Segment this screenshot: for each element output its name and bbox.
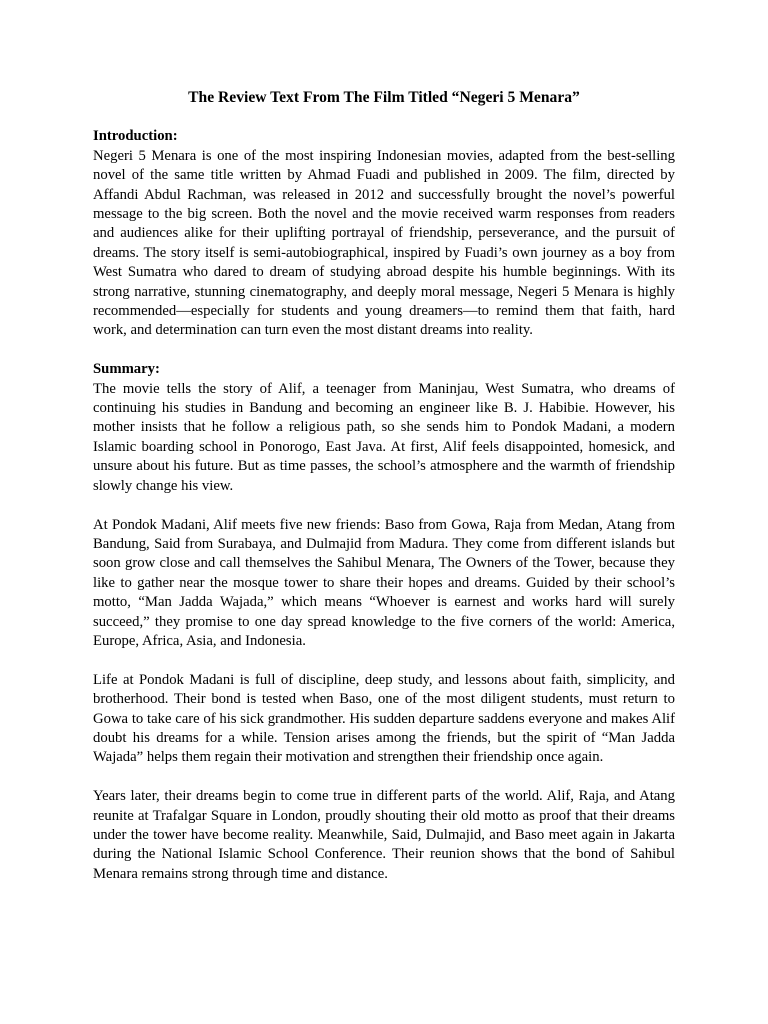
paragraph-spacer bbox=[93, 651, 675, 670]
section-spacer bbox=[93, 341, 675, 360]
paragraph-spacer bbox=[93, 496, 675, 515]
summary-paragraph-4: Years later, their dreams begin to come true in different parts of the world. Alif, Raja, and Atang reunite at Trafalgar Square in London, proudly shouting their old motto as proof that their dreams under the tower have become reality. Meanwhile, Said, Dulmajid, and Baso meet again in Jakarta during the National Islamic School Conference. Their reunion shows that the bond of Sahibul Menara remains strong through time and distance. bbox=[93, 788, 675, 882]
summary-section bbox=[93, 360, 675, 884]
document-title: The Review Text From The Film Titled “Negeri 5 Menara” bbox=[188, 89, 580, 106]
summary-paragraph-2: At Pondok Madani, Alif meets five new friends: Baso from Gowa, Raja from Medan, Atang from Bandung, Said from Surabaya, and Dulmajid from Madura. They come from different islands but soon grow close and call themselves the Sahibul Menara, The Owners of the Tower, because they like to gather near the mosque tower to share their hopes and dreams. Guided by their school’s motto, “Man Jadda Wajada,” which means “Whoever is earnest and works hard will surely succeed,” they promise to one day spread knowledge to the five corners of the world: America, Europe, Africa, Asia, and Indonesia. bbox=[93, 516, 675, 649]
introduction-section bbox=[93, 127, 675, 340]
paragraph-spacer bbox=[93, 768, 675, 787]
summary-paragraph-3: Life at Pondok Madani is full of discipline, deep study, and lessons about faith, simplicity, and brotherhood. Their bond is tested when Baso, one of the most diligent students, must return to Gowa to take care of his sick grandmother. His sudden departure saddens everyone and makes Alif doubt his dreams for a while. Tension arises among the friends, but the spirit of “Man Jadda Wajada” helps them regain their motivation and strengthen their friendship once again. bbox=[93, 671, 675, 766]
introduction-heading: Introduction: bbox=[93, 128, 178, 145]
introduction-paragraph: Negeri 5 Menara is one of the most inspiring Indonesian movies, adapted from the best-selling novel of the same title written by Ahmad Fuadi and published in 2009. The film, directed by Affandi Abdul Rachman, was released in 2012 and successfully brought the novel’s powerful message to the big screen. Both the novel and the movie received warm responses from readers and audiences alike for their uplifting portrayal of friendship, perseverance, and the pursuit of dreams. The story itself is semi-autobiographical, inspired by Fuadi’s own journey as a boy from West Sumatra who dared to dream of studying abroad despite his humble beginnings. With its strong narrative, stunning cinematography, and deeply moral message, Negeri 5 Menara is highly recommended—especially for students and young dreamers—to remind them that faith, hard work, and determination can turn even the most distant dreams into reality. bbox=[93, 147, 675, 339]
summary-paragraph-1: The movie tells the story of Alif, a teenager from Maninjau, West Sumatra, who dreams of continuing his studies in Bandung and becoming an engineer like B. J. Habibie. However, his mother insists that he follow a religious path, so she sends him to Pondok Madani, a modern Islamic boarding school in Ponorogo, East Java. At first, Alif feels disappointed, homesick, and unsure about his future. But as time passes, the school’s atmosphere and the warmth of friendship slowly change his view. bbox=[93, 380, 675, 494]
summary-heading: Summary: bbox=[93, 361, 160, 378]
